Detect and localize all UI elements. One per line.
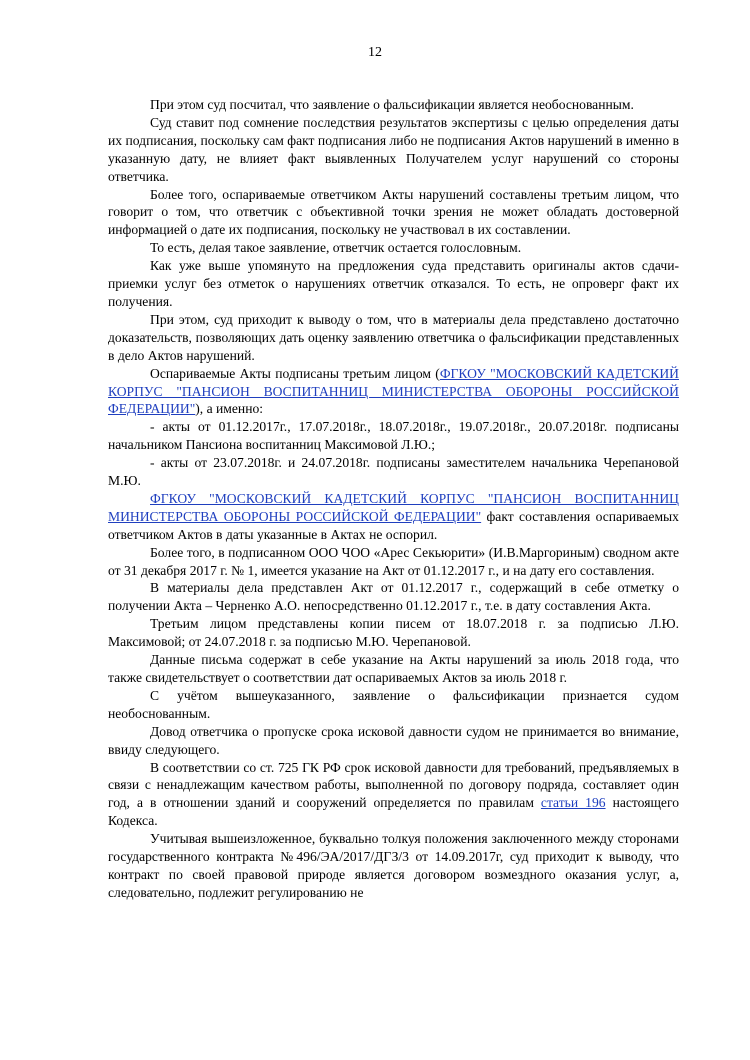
paragraph: То есть, делая такое заявление, ответчик остается голословным. [150,240,522,256]
paragraph: Данные письма содержат в себе указание на Акты нарушений за июль 2018 года, что также свидетельствует о соответствии дат оспариваемых Актов за июль 2018 г. [108,652,679,685]
paragraph-text: В соответствии со ст. 725 ГК РФ срок исковой давности для требований, предъявляемых в связи с ненадлежащим качеством работы, выполненной по договору подряда, составляет один год, а в отношении зданий и сооружений определяется по правилам [108,759,679,811]
paragraph: - акты от 23.07.2018г. и 24.07.2018г. подписаны заместителем начальника Черепановой М.Ю. [108,455,679,489]
paragraph: В материалы дела представлен Акт от 01.12.2017 г., содержащий в себе отметку о получении Акта – Черненко А.О. непосредственно 01.12.2017 г., т.е. в дату составления Акта. [108,580,679,614]
paragraph: При этом, суд приходит к выводу о том, что в материалы дела представлено достаточно доказательств, позволяющих дать оценку заявлению ответчика о фальсификации представленных в дело Актов нарушений. [108,311,679,363]
paragraph: Более того, в подписанном ООО ЧОО «Арес Секьюрити» (И.В.Маргориным) сводном акте от 31 декабря 2017 г. № 1, имеется указание на Акт от 01.12.2017 г., и на дату его составления. [108,544,679,578]
document-body [108,96,679,902]
paragraph: Как уже выше упомянуто на предложения суда представить оригиналы актов сдачи-приемки услуг без отметок о нарушениях ответчик отказался. То есть, не опроверг факт их получения. [108,258,679,309]
organization-link[interactable]: ФГКОУ "МОСКОВСКИЙ КАДЕТСКИЙ КОРПУС "ПАНСИОН ВОСПИТАННИЦ МИНИСТЕРСТВА ОБОРОНЫ РОССИЙСКОЙ ФЕДЕРАЦИИ" [108,365,679,417]
page-number: 12 [368,45,382,60]
paragraph: Третьим лицом представлены копии писем от 18.07.2018 г. за подписью Л.Ю. Максимовой; от 24.07.2018 г. за подписью М.Ю. Черепановой. [108,616,679,650]
organization-link[interactable]: ФГКОУ "МОСКОВСКИЙ КАДЕТСКИЙ КОРПУС "ПАНСИОН ВОСПИТАННИЦ МИНИСТЕРСТВА ОБОРОНЫ РОССИЙСКОЙ ФЕДЕРАЦИИ" [108,490,679,524]
paragraph-text: ), а именно: [195,401,264,417]
paragraph [108,365,679,419]
paragraph: Суд ставит под сомнение последствия результатов экспертизы с целью определения даты их подписания, поскольку сам факт подписания либо не подписания Актов нарушений в именно в указанную дату, не влияет факт выявленных Получателем услуг нарушений со стороны ответчика. [108,114,679,184]
paragraph: При этом суд посчитал, что заявление о фальсификации является необоснованным. [150,97,634,112]
paragraph: С учётом вышеуказанного, заявление о фальсификации признается судом необоснованным. [108,687,679,721]
paragraph-text: факт составления оспариваемых ответчиком Актов в даты указанные в Актах не оспорил. [108,508,679,542]
paragraph-text: настоящего Кодекса. [108,795,679,829]
paragraph: Более того, оспариваемые ответчиком Акты нарушений составлены третьим лицом, что говорит о том, что ответчик с объективной точки зрения не может обладать достоверной информацией о дате их подписания, поскольку не участвовал в их составлении. [108,186,679,238]
paragraph: Довод ответчика о пропуске срока исковой давности судом не принимается во внимание, ввиду следующего. [108,723,679,757]
paragraph [108,490,679,544]
law-article-link[interactable]: статьи 196 [540,795,606,811]
paragraph: Учитывая вышеизложенное, буквально толкуя положения заключенного между сторонами государственного контракта №496/ЭА/2017/ДГЗ/3 от 14.09.2017г, суд приходит к выводу, что контракт по своей правовой природе является договором возмездного оказания услуг, а, следовательно, подлежит регулированию не [108,831,679,900]
paragraph [108,759,679,831]
paragraph-text: Оспариваемые Акты подписаны третьим лицом ( [150,365,440,381]
paragraph: - акты от 01.12.2017г., 17.07.2018г., 18.07.2018г., 19.07.2018г., 20.07.2018г. подписаны начальником Пансиона воспитанниц Максимовой Л.Ю.; [108,419,679,453]
